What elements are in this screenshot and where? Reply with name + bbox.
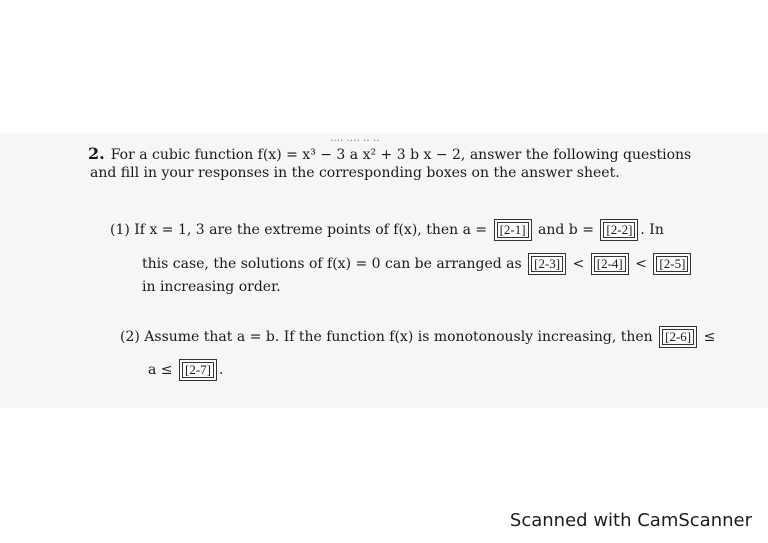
part2-line-1 — [120, 326, 715, 348]
camscanner-watermark: Scanned with CamScanner — [509, 510, 752, 531]
part1-text-a: (1) If x = 1, 3 are the extreme points of f(x), then a = — [110, 222, 488, 238]
question-number: 2. — [88, 144, 105, 163]
answer-box-2-3: [2-3] — [528, 253, 566, 275]
part2-a-le: a ≤ — [148, 362, 173, 378]
part2-line2-end: . — [218, 362, 224, 378]
part1-line-2 — [142, 253, 693, 275]
answer-box-2-2: [2-2] — [600, 219, 638, 241]
question-intro-line-2: and fill in your responses in the corresponding boxes on the answer sheet. — [90, 165, 620, 181]
part1-line-3: in increasing order. — [142, 279, 281, 295]
answer-box-2-1: [2-1] — [494, 219, 532, 241]
answer-box-2-5: [2-5] — [653, 253, 691, 275]
answer-box-2-7: [2-7] — [179, 359, 217, 381]
question-intro-line-1: For a cubic function f(x) = x³ − 3 a x² + 3 b x − 2, answer the following questions — [110, 147, 692, 163]
part1-text-arrange: this case, the solutions of f(x) = 0 can be arranged as — [142, 256, 522, 272]
less-than-1: < — [572, 256, 585, 272]
answer-box-2-4: [2-4] — [591, 253, 629, 275]
part1-line-1 — [110, 219, 664, 241]
part2-text: (2) Assume that a = b. If the function f(x) is monotonously increasing, then — [120, 329, 653, 345]
part1-line1-end: . In — [640, 222, 664, 238]
less-equal-1: ≤ — [703, 329, 716, 345]
part2-line-2 — [148, 359, 223, 381]
part1-and-b: and b = — [538, 222, 594, 238]
less-than-2: < — [635, 256, 647, 272]
question-line-1 — [88, 145, 691, 164]
scanned-paper — [0, 133, 768, 408]
cut-off-text-fragment: ‥‥ ‥‥ ‥ ‥ — [330, 133, 380, 144]
answer-box-2-6: [2-6] — [659, 326, 697, 348]
